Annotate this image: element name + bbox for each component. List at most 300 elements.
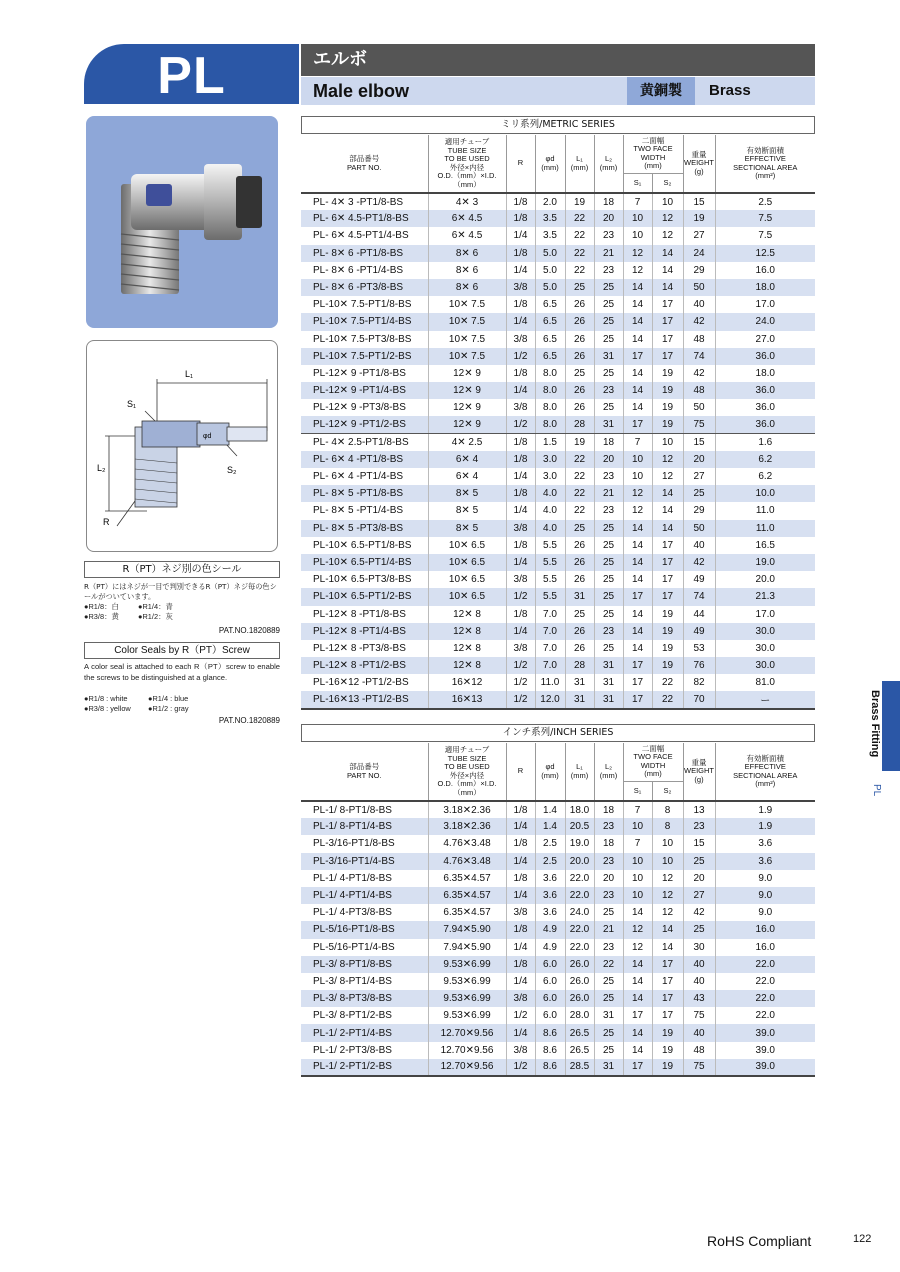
table-cell: 10 xyxy=(623,468,652,485)
table-cell: 81.0 xyxy=(715,674,815,691)
header-text: 適用チューブ xyxy=(444,137,490,146)
table-cell: 31 xyxy=(565,674,594,691)
table-cell: 7.94✕5.90 xyxy=(428,921,506,938)
table-cell: 1/4 xyxy=(506,262,535,279)
table-cell: 31 xyxy=(594,416,623,433)
table-row xyxy=(301,554,815,571)
table-cell: 25 xyxy=(565,279,594,296)
table-cell: 22 xyxy=(594,956,623,973)
table-row xyxy=(301,451,815,468)
table-cell: 1/2 xyxy=(506,348,535,365)
table-cell: PL-10✕ 7.5-PT1/2-BS xyxy=(301,348,428,365)
table-cell: 10 xyxy=(623,870,652,887)
table-cell: 10✕ 6.5 xyxy=(428,571,506,588)
header-text: L₁ xyxy=(576,762,583,771)
table-cell: 1/4 xyxy=(506,313,535,330)
table-cell: 19 xyxy=(652,657,683,674)
table-cell: 20 xyxy=(594,870,623,887)
table-cell: 17 xyxy=(652,973,683,990)
table-cell: 22.0 xyxy=(565,870,594,887)
table-cell: 22.0 xyxy=(715,990,815,1007)
table-cell: 14 xyxy=(623,606,652,623)
table-cell: 1/8 xyxy=(506,485,535,502)
table-cell: 20 xyxy=(594,210,623,227)
table-cell: 25 xyxy=(565,606,594,623)
product-photo xyxy=(86,116,278,328)
table-cell: 9.53✕6.99 xyxy=(428,956,506,973)
patent-number: PAT.NO.1820889 xyxy=(218,626,280,635)
table-cell: PL- 8✕ 5 -PT1/8-BS xyxy=(301,485,428,502)
table-cell: 12✕ 9 xyxy=(428,416,506,433)
table-cell: 6.35✕4.57 xyxy=(428,887,506,904)
table-cell: 12 xyxy=(623,262,652,279)
header-text: 二面幅 xyxy=(641,135,665,145)
seal-list-en-1 xyxy=(84,694,280,704)
table-cell: 14 xyxy=(623,537,652,554)
table-cell: 25 xyxy=(565,365,594,382)
table-cell: 1/4 xyxy=(506,818,535,835)
table-row xyxy=(301,1007,815,1024)
table-cell: PL-12✕ 8 -PT1/4-BS xyxy=(301,623,428,640)
table-cell: 22 xyxy=(652,674,683,691)
table-cell: 5.0 xyxy=(535,279,565,296)
table-cell: 1.6 xyxy=(715,434,815,451)
col-tube-size xyxy=(428,135,506,193)
table-cell: 12.70✕9.56 xyxy=(428,1042,506,1059)
header-text: TUBE SIZE xyxy=(447,753,487,763)
table-cell: 7.5 xyxy=(715,210,815,227)
header-text: 適用チューブ xyxy=(444,745,490,754)
table-cell: 8✕ 6 xyxy=(428,279,506,296)
table-cell: 1/8 xyxy=(506,835,535,852)
table-cell: 10✕ 7.5 xyxy=(428,331,506,348)
table-cell: 7.0 xyxy=(535,657,565,674)
table-cell: 12✕ 9 xyxy=(428,399,506,416)
table-row xyxy=(301,640,815,657)
table-cell: 1/4 xyxy=(506,1024,535,1041)
seal-item: ●R3/8：黄 xyxy=(84,612,119,621)
table-row xyxy=(301,296,815,313)
table-row xyxy=(301,606,815,623)
table-cell: 22 xyxy=(652,691,683,708)
table-cell: 26 xyxy=(565,537,594,554)
header-text: 重量 xyxy=(691,149,707,159)
table-row xyxy=(301,835,815,852)
table-cell: 23 xyxy=(594,939,623,956)
header-text: (mm) xyxy=(599,770,618,780)
col-l1 xyxy=(565,135,594,193)
table-row xyxy=(301,365,815,382)
table-cell: 20 xyxy=(683,870,715,887)
table-cell: 26 xyxy=(565,640,594,657)
col-phid xyxy=(535,743,565,801)
table-cell: 42 xyxy=(683,313,715,330)
table-cell: 11.0 xyxy=(715,502,815,519)
table-cell: PL-10✕ 7.5-PT1/4-BS xyxy=(301,313,428,330)
header-text: R xyxy=(517,766,524,776)
table-cell: 26.5 xyxy=(565,1042,594,1059)
seal-item: ●R1/4：青 xyxy=(138,602,173,611)
table-cell: 21 xyxy=(594,921,623,938)
table-row xyxy=(301,502,815,519)
table-cell: PL- 8✕ 6 -PT1/8-BS xyxy=(301,245,428,262)
table-cell: 48 xyxy=(683,1042,715,1059)
header-text: (mm) xyxy=(599,162,618,172)
table-row xyxy=(301,485,815,502)
table-cell: 21 xyxy=(594,245,623,262)
table-cell: 3.5 xyxy=(535,227,565,244)
seal-item: ●R1/8：白 xyxy=(84,602,119,611)
table-cell: 14 xyxy=(623,279,652,296)
table-cell: 17 xyxy=(652,1007,683,1024)
table-cell: 20 xyxy=(594,451,623,468)
table-cell: 1/4 xyxy=(506,887,535,904)
table-cell: 12 xyxy=(623,485,652,502)
product-name-en: Male elbow xyxy=(301,77,627,105)
table-cell: 29 xyxy=(683,502,715,519)
table-cell: 22 xyxy=(565,262,594,279)
table-cell: 20 xyxy=(683,451,715,468)
table-cell: 25 xyxy=(594,904,623,921)
table-row xyxy=(301,193,815,210)
table-cell: 31 xyxy=(594,348,623,365)
table-cell: 12 xyxy=(623,502,652,519)
table-cell: 26 xyxy=(565,313,594,330)
table-cell: 17 xyxy=(623,416,652,433)
table-cell: 19.0 xyxy=(565,835,594,852)
table-cell: 70 xyxy=(683,691,715,708)
table-cell: 8 xyxy=(652,801,683,818)
table-cell: PL-1/ 2-PT1/4-BS xyxy=(301,1024,428,1041)
table-cell: 26 xyxy=(565,331,594,348)
table-row xyxy=(301,382,815,399)
table-cell: 31 xyxy=(594,1059,623,1076)
table-cell: 6.2 xyxy=(715,451,815,468)
table-cell: 3/8 xyxy=(506,1042,535,1059)
table-cell: PL- 6✕ 4 -PT1/8-BS xyxy=(301,451,428,468)
table-cell: 17 xyxy=(652,537,683,554)
table-cell: 17 xyxy=(652,313,683,330)
table-cell: 29 xyxy=(683,262,715,279)
table-cell: 49 xyxy=(683,623,715,640)
table-cell: PL- 4✕ 3 -PT1/8-BS xyxy=(313,196,404,208)
table-cell: 17 xyxy=(652,571,683,588)
col-r xyxy=(506,743,535,801)
seal-title-en: Color Seals by R（PT）Screw xyxy=(84,642,280,659)
table-cell: 10 xyxy=(623,451,652,468)
col-l1 xyxy=(565,743,594,801)
header-text: 有効断面積 xyxy=(746,145,785,155)
table-cell: PL-10✕ 7.5-PT3/8-BS xyxy=(313,333,412,345)
table-cell: 48 xyxy=(683,331,715,348)
label-s2: S₂ xyxy=(227,465,237,475)
table-cell: 31 xyxy=(565,588,594,605)
table-cell: 50 xyxy=(683,399,715,416)
table-cell: 19 xyxy=(652,640,683,657)
table-cell: 23 xyxy=(594,262,623,279)
table-cell: 30 xyxy=(683,939,715,956)
seal-text-jp: R（PT）にはネジが一目で判別できるR（PT）ネジ毎の色シールがついています。 xyxy=(84,582,277,601)
table-cell: PL-5/16-PT1/4-BS xyxy=(313,941,395,953)
table-cell: 6.0 xyxy=(535,990,565,1007)
table-cell: PL-1/ 4-PT1/8-BS xyxy=(313,872,392,884)
table-cell: 36.0 xyxy=(715,416,815,433)
table-row xyxy=(301,956,815,973)
table-cell: 27 xyxy=(683,468,715,485)
table-cell: 14 xyxy=(623,990,652,1007)
table-cell: PL-3/ 8-PT1/2-BS xyxy=(313,1010,392,1022)
table-row xyxy=(301,990,815,1007)
seal-title-jp: R（PT）ネジ別の色シール xyxy=(84,561,280,578)
table-cell: 25 xyxy=(594,399,623,416)
table-cell: 3/8 xyxy=(506,331,535,348)
table-cell: 6.0 xyxy=(535,1007,565,1024)
table-cell: 25 xyxy=(565,520,594,537)
table-cell: 8✕ 6 xyxy=(428,262,506,279)
table-cell: 14 xyxy=(652,279,683,296)
table-cell: 10 xyxy=(623,887,652,904)
header-text: (mm²) xyxy=(755,779,776,788)
table-cell: 7 xyxy=(623,193,652,210)
table-cell: 25 xyxy=(594,606,623,623)
table-cell: 1/4 xyxy=(506,468,535,485)
table-cell: 23 xyxy=(594,818,623,835)
seal-item: ●R1/4 : blue xyxy=(148,694,189,703)
table-cell: 25 xyxy=(683,485,715,502)
table-cell: 75 xyxy=(683,1007,715,1024)
table-cell: 3.0 xyxy=(535,468,565,485)
table-cell: 14 xyxy=(623,399,652,416)
table-cell: 19 xyxy=(652,1042,683,1059)
table-cell: 19.0 xyxy=(715,554,815,571)
table-cell: 2.5 xyxy=(535,853,565,870)
table-row xyxy=(301,210,815,227)
table-row xyxy=(301,623,815,640)
table-cell: 17.0 xyxy=(715,296,815,313)
col-weight xyxy=(683,743,715,801)
table-cell: 1/8 xyxy=(506,451,535,468)
table-row xyxy=(301,904,815,921)
label-l2: L₂ xyxy=(97,463,106,473)
table-cell: 14 xyxy=(652,921,683,938)
side-category: Brass Fitting xyxy=(869,690,881,758)
table-cell: 19 xyxy=(565,434,594,451)
table-cell: 6.35✕4.57 xyxy=(428,904,506,921)
material-jp: 黄銅製 xyxy=(627,77,695,105)
table-cell: 26 xyxy=(565,623,594,640)
table-cell: 1/2 xyxy=(506,691,535,708)
table-cell: 2.5 xyxy=(715,193,815,210)
table-row xyxy=(301,818,815,835)
table-cell: 17 xyxy=(623,674,652,691)
table-cell: PL-10✕ 6.5-PT1/4-BS xyxy=(301,554,428,571)
table-cell: 6.5 xyxy=(535,296,565,313)
table-cell: 6✕ 4.5 xyxy=(428,210,506,227)
table-cell: 14 xyxy=(623,571,652,588)
table-cell: 23 xyxy=(594,468,623,485)
table-cell: 8.6 xyxy=(535,1024,565,1041)
table-cell: 27 xyxy=(683,227,715,244)
table-cell: PL-1/ 4-PT1/4-BS xyxy=(301,887,428,904)
table-cell: PL-12✕ 8 -PT1/8-BS xyxy=(313,608,406,620)
table-cell: 10 xyxy=(652,835,683,852)
table-cell: 14 xyxy=(623,640,652,657)
header-text: TUBE SIZE xyxy=(447,145,487,155)
table-cell: 1/4 xyxy=(506,382,535,399)
seal-item: ●R1/2：灰 xyxy=(138,612,173,621)
table-cell: 42 xyxy=(683,365,715,382)
table-cell: 12 xyxy=(652,468,683,485)
table-cell: 1/4 xyxy=(506,227,535,244)
table-cell: 8✕ 6 xyxy=(428,245,506,262)
table-cell: 1/8 xyxy=(506,193,535,210)
table-cell: PL- 4✕ 2.5-PT1/8-BS xyxy=(313,436,409,448)
table-cell: PL-10✕ 6.5-PT1/8-BS xyxy=(313,539,412,551)
header-text: 外径×内径 xyxy=(449,162,485,172)
table-cell: 14 xyxy=(623,973,652,990)
header-text: O.D.（mm）×I.D.（mm） xyxy=(437,171,497,189)
table-cell: 1.5 xyxy=(535,434,565,451)
table-cell: 21.3 xyxy=(715,588,815,605)
table-cell: 26 xyxy=(565,571,594,588)
table-cell: 15 xyxy=(683,434,715,451)
col-two-face xyxy=(623,743,683,781)
table-cell: 22 xyxy=(565,485,594,502)
table-cell: PL-12✕ 9 -PT1/4-BS xyxy=(301,382,428,399)
table-cell: 22.0 xyxy=(565,887,594,904)
header-text: PART NO. xyxy=(346,162,382,172)
table-cell: 2.5 xyxy=(535,835,565,852)
table-cell: 1/8 xyxy=(506,245,535,262)
table-cell: 26 xyxy=(565,399,594,416)
table-cell: 27.0 xyxy=(715,331,815,348)
table-cell: PL-12✕ 9 -PT1/2-BS xyxy=(301,416,428,433)
table-cell: 25 xyxy=(594,588,623,605)
table-cell: 39.0 xyxy=(715,1059,815,1076)
table-cell: 25 xyxy=(594,365,623,382)
table-cell: 4.0 xyxy=(535,502,565,519)
header-text: TO BE USED xyxy=(444,762,490,771)
table-cell: 16✕12 xyxy=(428,674,506,691)
table-cell: 14 xyxy=(623,1042,652,1059)
header-text: (mm) xyxy=(644,769,662,779)
table-row xyxy=(301,348,815,365)
table-cell: 14 xyxy=(623,904,652,921)
table-cell: 1/2 xyxy=(506,416,535,433)
table-cell: 50 xyxy=(683,520,715,537)
table-cell: 4✕ 3 xyxy=(428,193,506,210)
table-cell: 42 xyxy=(683,554,715,571)
table-cell: 6✕ 4 xyxy=(428,451,506,468)
table-cell: 19 xyxy=(652,606,683,623)
table-cell: 16.5 xyxy=(715,537,815,554)
table-cell: 1/2 xyxy=(506,657,535,674)
table-cell: 12 xyxy=(652,451,683,468)
col-phid xyxy=(535,135,565,193)
table-cell: 25 xyxy=(594,520,623,537)
table-row xyxy=(301,657,815,674)
table-cell: 18 xyxy=(594,835,623,852)
table-cell: 6.0 xyxy=(535,956,565,973)
table-cell: 18.0 xyxy=(565,801,594,818)
table-cell: 7 xyxy=(623,835,652,852)
table-cell: 3.6 xyxy=(715,835,815,852)
table-cell: 10 xyxy=(623,818,652,835)
table-cell: 14 xyxy=(652,939,683,956)
table-cell: 43 xyxy=(683,990,715,1007)
table-cell: 22.0 xyxy=(565,939,594,956)
table-row xyxy=(301,434,815,451)
table-cell: 4.9 xyxy=(535,939,565,956)
table-cell: 1/8 xyxy=(506,606,535,623)
table-cell: ー xyxy=(715,691,815,708)
table-cell: 19 xyxy=(652,365,683,382)
table-cell: 1/8 xyxy=(506,210,535,227)
table-cell: 25 xyxy=(594,973,623,990)
table-cell: 5.5 xyxy=(535,571,565,588)
table-cell: 53 xyxy=(683,640,715,657)
header-text: WIDTH xyxy=(640,760,666,770)
table-cell: 36.0 xyxy=(715,348,815,365)
table-cell: 22 xyxy=(565,245,594,262)
table-cell: PL-10✕ 7.5-PT1/8-BS xyxy=(313,299,412,311)
table-cell: 8✕ 5 xyxy=(428,485,506,502)
table-cell: 14 xyxy=(623,296,652,313)
dimension-drawing xyxy=(86,340,278,552)
table-cell: 19 xyxy=(683,210,715,227)
table-cell: 12 xyxy=(652,904,683,921)
header-text: 有効断面積 xyxy=(746,753,785,763)
table-cell: PL-3/16-PT1/4-BS xyxy=(301,853,428,870)
table-cell: 6✕ 4 xyxy=(428,468,506,485)
table-cell: 1/2 xyxy=(506,1059,535,1076)
table-cell: 3.6 xyxy=(535,870,565,887)
table-cell: 22 xyxy=(565,502,594,519)
table-cell: 22.0 xyxy=(715,1007,815,1024)
table-cell: 22.0 xyxy=(715,956,815,973)
table-cell: 40 xyxy=(683,973,715,990)
table-row xyxy=(301,331,815,348)
table-cell: 3/8 xyxy=(506,904,535,921)
table-cell: PL- 6✕ 4 -PT1/4-BS xyxy=(313,471,404,483)
table-cell: 1/4 xyxy=(506,623,535,640)
table-cell: 1/8 xyxy=(506,921,535,938)
table-cell: 12✕ 9 xyxy=(428,365,506,382)
table-cell: 44 xyxy=(683,606,715,623)
table-cell: 10.0 xyxy=(715,485,815,502)
table-cell: 7.5 xyxy=(715,227,815,244)
table-cell: 18 xyxy=(594,434,623,451)
table-row xyxy=(301,588,815,605)
table-cell: 18.0 xyxy=(715,365,815,382)
header-text: O.D.（mm）×I.D.（mm） xyxy=(437,779,497,797)
table-cell: 17.0 xyxy=(715,606,815,623)
table-cell: 1/4 xyxy=(506,939,535,956)
table-cell: 30.0 xyxy=(715,640,815,657)
table-cell: 8.0 xyxy=(535,399,565,416)
table-cell: 26 xyxy=(565,382,594,399)
table-cell: 27 xyxy=(683,887,715,904)
table-cell: 8 xyxy=(652,818,683,835)
table-cell: 12 xyxy=(652,227,683,244)
table-cell: 12✕ 8 xyxy=(428,657,506,674)
table-cell: 23 xyxy=(594,623,623,640)
material-en: Brass xyxy=(695,77,815,105)
table-cell: 4.76✕3.48 xyxy=(428,853,506,870)
table-cell: 14 xyxy=(623,331,652,348)
table-cell: 6.5 xyxy=(535,348,565,365)
table-cell: 42 xyxy=(683,904,715,921)
